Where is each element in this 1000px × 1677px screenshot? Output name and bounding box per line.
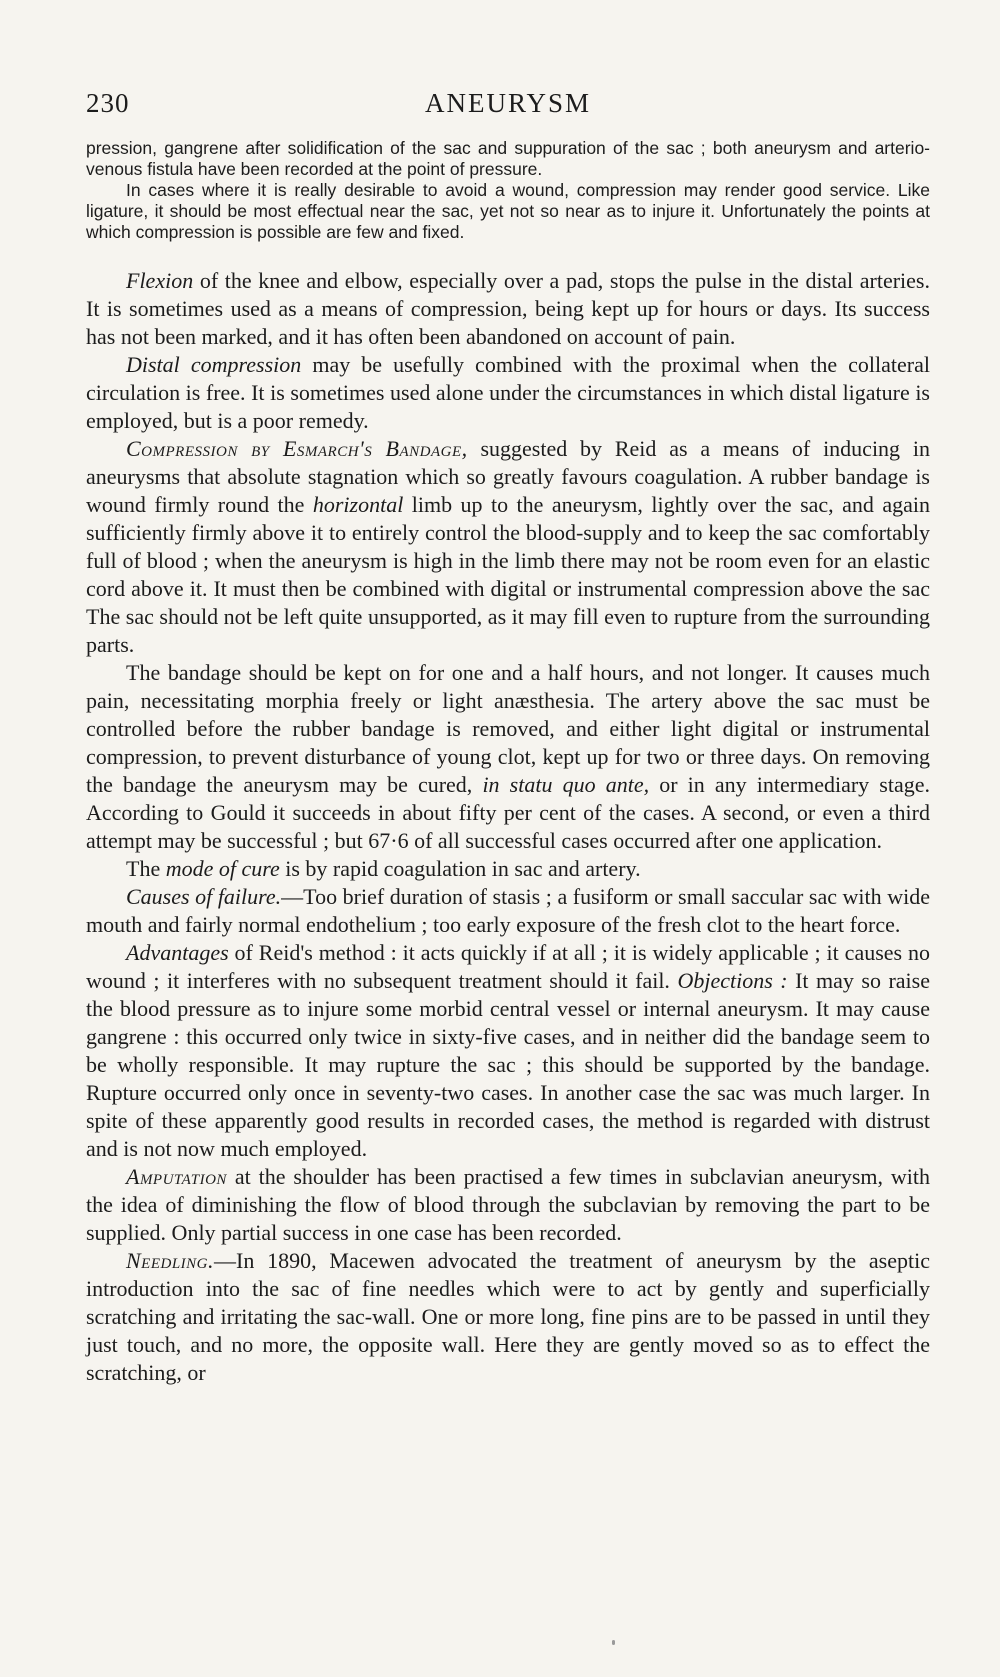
paragraph-text: or in any intermediary stage. According to Gould it succeeds in about fifty per cent of the cases. A second, or even a third attempt may be successful ; but 67·6 of all successful cases occurred after one application. [86, 772, 931, 853]
paragraph-mode-of-cure [86, 855, 930, 883]
lead-term: Needling. [126, 1248, 215, 1273]
paragraph-text: limb up to the aneurysm, lightly over the sac, and again sufficiently firmly above it to entirely control the blood-supply and to keep the sac comfortably full of blood ; when the aneurysm is high in the limb there may not be room even for an elastic cord above it. It must then be combined with digital or instrumental compression above the sac The sac should not be left quite unsupported, as it may fill even to rupture from the surrounding parts. [86, 492, 930, 657]
paragraph-bandage-duration [86, 659, 930, 855]
paragraph-distal-compression [86, 351, 930, 435]
paragraph-text: —In 1890, Macewen advocated the treatment of aneurysm by the aseptic introduction into the sac of fine needles which were to act by gently and superficially scratching and irritating the sac-wall. One or more long, fine pins are to be passed in until they just touch, and no more, the opposite wall. Here they are gently moved so as to effect the scratching, or [86, 1248, 930, 1385]
paragraph-text: is by rapid coagulation in sac and artery. [279, 856, 641, 881]
emphasis: Objections : [677, 968, 788, 993]
paragraph-text: of Reid's method : it acts quickly if at all ; it is widely applicable ; it causes no wound ; it interferes with no subsequent treatment should it fail. [86, 940, 930, 993]
paragraph-text: The [126, 856, 166, 881]
paragraph-text: at the shoulder has been practised a few times in subclavian aneurysm, with the idea of diminishing the flow of blood through the subclavian by removing the part to be supplied. Only partial success in one case has been recorded. [86, 1164, 930, 1245]
paragraph-esmarch-bandage [86, 435, 930, 659]
paragraph-advantages [86, 939, 930, 1163]
lead-term: Causes of failure. [126, 884, 282, 909]
page-header [86, 80, 930, 124]
paragraph-amputation [86, 1163, 930, 1247]
small-print-block [86, 138, 930, 243]
paragraph-text: It may so raise the blood pressure as to injure some morbid central vessel or internal aneurysm. It may cause gangrene : this occurred only twice in sixty-five cases, and in neither did the bandage seem to be wholly responsible. It may rupture the sac ; this should be supported by the bandage. Rupture occurred only once in seventy-two cases. In another case the sac was much larger. In spite of these apparently good results in recorded cases, the method is regarded with distrust and is not now much employed. [86, 968, 930, 1161]
emphasis: horizontal [312, 492, 404, 517]
emphasis: in statu quo ante, [482, 772, 650, 797]
small-paragraph: In cases where it is really desirable to avoid a wound, compression may render good service. Like ligature, it should be most effectual near the sac, yet not so near as to injure it. Unfortunately the points at which compression is possible are few and fixed. [86, 180, 930, 242]
small-paragraph: pression, gangrene after solidification of the sac and suppuration of the sac ; both aneurysm and arterio-venous fistula have been recorded at the point of pressure. [86, 138, 930, 179]
paragraph-causes-of-failure [86, 883, 930, 939]
paragraph-text: of the knee and elbow, especially over a pad, stops the pulse in the distal arteries. It is sometimes used as a means of compression, being kept up for hours or days. Its success has not been marked, and it has often been abandoned on account of pain. [86, 268, 930, 349]
paragraph-text: The bandage should be kept on for one and a half hours, and not longer. It causes much pain, necessitating morphia freely or light anæsthesia. The artery above the sac must be controlled before the rubber bandage is removed, and either light digital or instrumental compression, to prevent disturbance of young clot, kept up for two or three days. On removing the bandage the aneurysm may be cured, [86, 660, 930, 797]
running-head: ANEURYSM [424, 88, 592, 118]
lead-term: Compression by Esmarch's Bandage, [126, 436, 468, 461]
lead-term: Flexion [126, 268, 194, 293]
emphasis: mode of cure [165, 856, 280, 881]
paragraph-text: suggested by Reid as a means of inducing in aneurysms that absolute stagnation which so greatly favours coagulation. A rubber bandage is wound firmly round the [86, 436, 930, 517]
lead-term: Amputation [126, 1164, 227, 1189]
lead-term: Distal compression [126, 352, 302, 377]
paragraph-needling [86, 1247, 930, 1387]
main-text-block [86, 267, 930, 1387]
page-number: 230 [86, 88, 130, 118]
lead-term: Advantages [126, 940, 229, 965]
paper-speck [612, 1640, 615, 1645]
paragraph-flexion [86, 267, 930, 351]
paragraph-text: may be usefully combined with the proximal when the collateral circulation is free. It is sometimes used alone under the circumstances in which distal ligature is employed, but is a poor remedy. [86, 352, 931, 433]
paragraph-text: —Too brief duration of stasis ; a fusiform or small saccular sac with wide mouth and fairly normal endothelium ; too early exposure of the fresh clot to the heart force. [86, 884, 930, 937]
